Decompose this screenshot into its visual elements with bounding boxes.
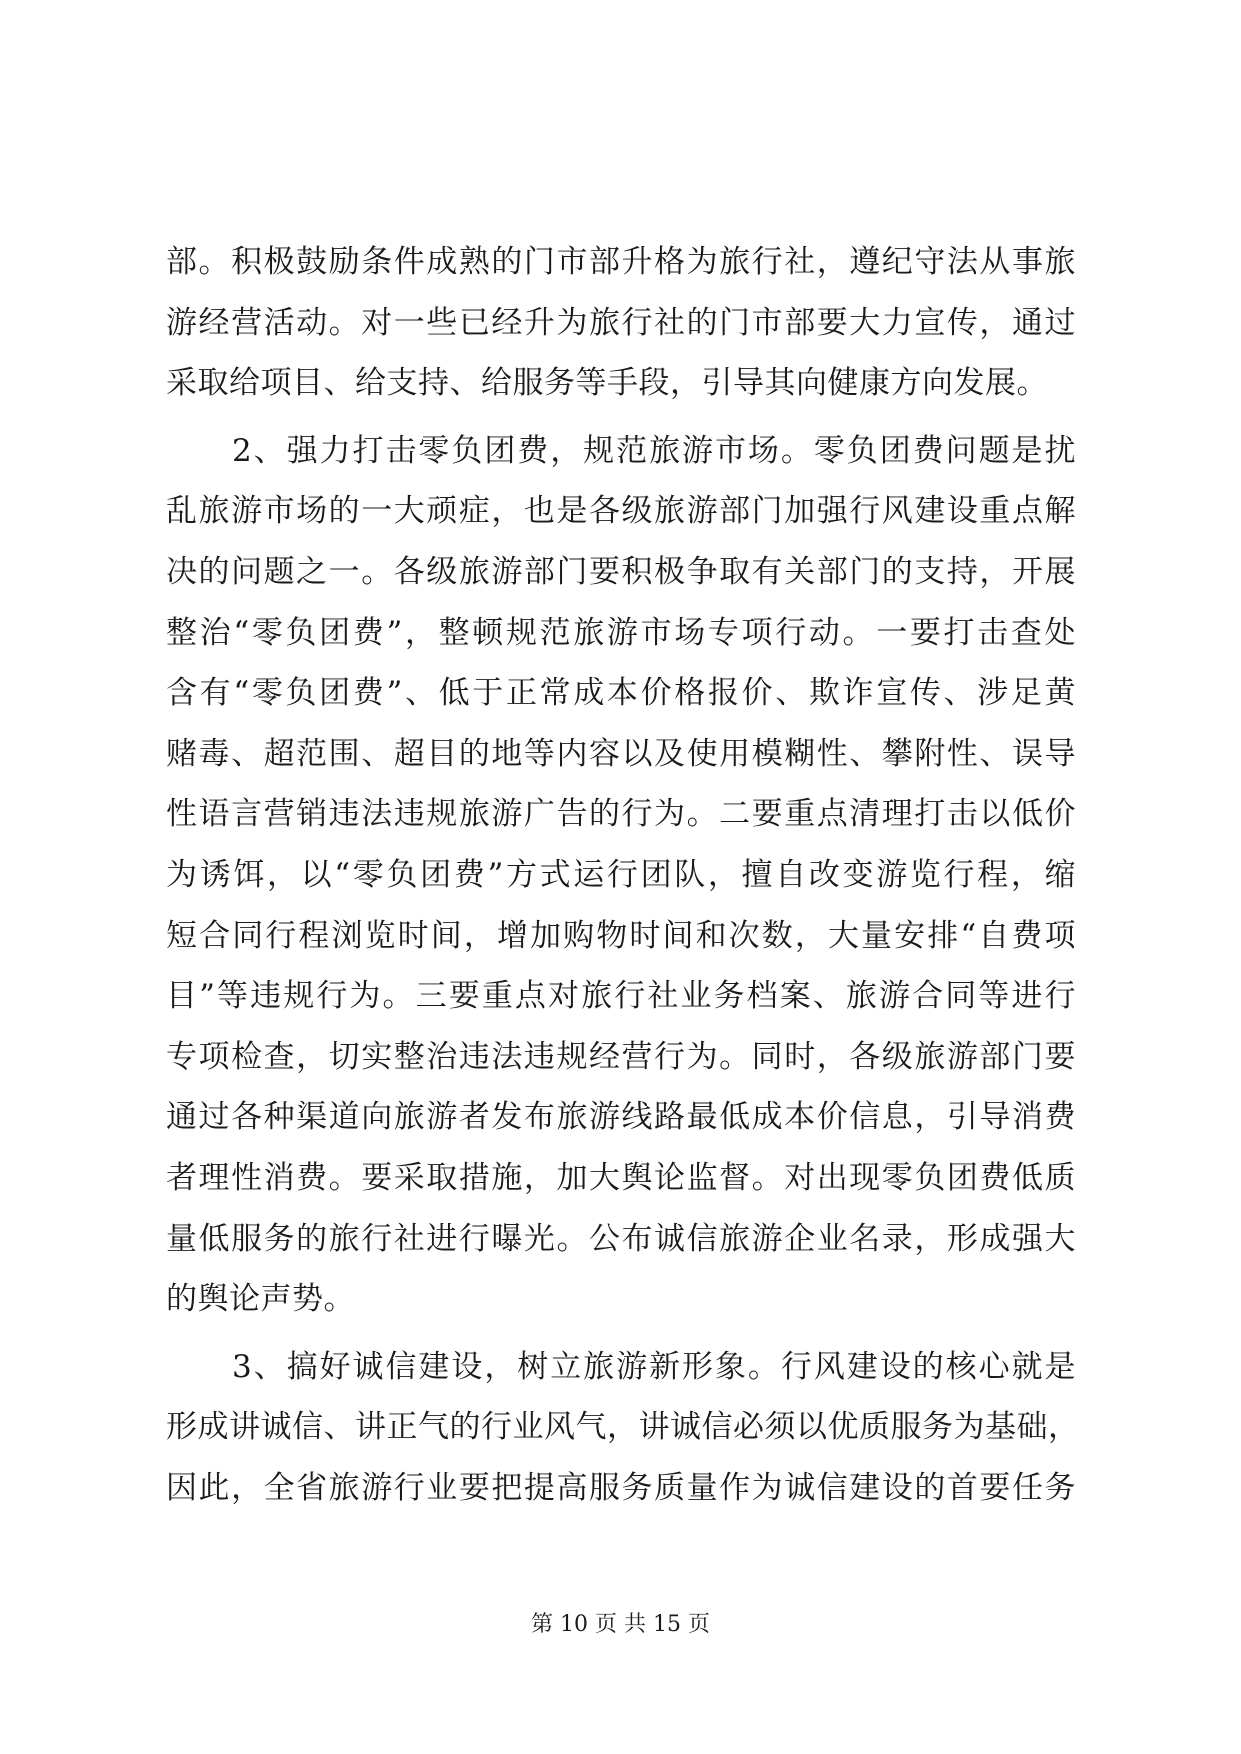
text-line: 性语言营销违法违规旅游广告的行为。二要重点清理打击以低价 (166, 796, 1076, 833)
text-line: 整治“零负团费”，整顿规范旅游市场专项行动。一要打击查处 (166, 614, 1076, 651)
text-line: 量低服务的旅行社进行曝光。公布诚信旅游企业名录，形成强大 (166, 1220, 1076, 1257)
text-line: 决的问题之一。各级旅游部门要积极争取有关部门的支持，开展 (166, 553, 1076, 590)
text-line: 为诱饵，以“零负团费”方式运行团队，擅自改变游览行程，缩 (166, 856, 1076, 893)
text-line: 赌毒、超范围、超目的地等内容以及使用模糊性、攀附性、误导 (166, 735, 1076, 772)
text-line: 因此，全省旅游行业要把提高服务质量作为诚信建设的首要任务 (166, 1469, 1076, 1506)
text-line: 通过各种渠道向旅游者发布旅游线路最低成本价信息，引导消费 (166, 1099, 1076, 1136)
text-line: 目”等违规行为。三要重点对旅行社业务档案、旅游合同等进行 (166, 978, 1076, 1015)
document-body (166, 232, 1080, 1518)
text-line: 含有“零负团费”、低于正常成本价格报价、欺诈宣传、涉足黄 (166, 675, 1076, 712)
text-line: 短合同行程浏览时间，增加购物时间和次数，大量安排“自费项 (166, 917, 1076, 954)
paragraph-first-line: 3、搞好诚信建设，树立旅游新形象。行风建设的核心就是 (232, 1348, 1076, 1385)
text-line: 采取给项目、给支持、给服务等手段，引导其向健康方向发展。 (166, 365, 1048, 402)
text-line: 游经营活动。对一些已经升为旅行社的门市部要大力宣传，通过 (166, 304, 1076, 341)
text-line: 形成讲诚信、讲正气的行业风气，讲诚信必须以优质服务为基础， (166, 1409, 1080, 1446)
paragraph-first-line: 2、强力打击零负团费，规范旅游市场。零负团费问题是扰 (232, 432, 1076, 469)
text-line: 专项检查，切实整治违法违规经营行为。同时，各级旅游部门要 (166, 1038, 1076, 1075)
text-line: 部。积极鼓励条件成熟的门市部升格为旅行社，遵纪守法从事旅 (166, 244, 1076, 280)
page-number-footer: 第 10 页 共 15 页 (531, 1612, 710, 1637)
text-line: 的舆论声势。 (166, 1281, 355, 1318)
text-line: 者理性消费。要采取措施，加大舆论监督。对出现零负团费低质 (166, 1159, 1076, 1196)
text-line: 乱旅游市场的一大顽症，也是各级旅游部门加强行风建设重点解 (166, 493, 1076, 530)
